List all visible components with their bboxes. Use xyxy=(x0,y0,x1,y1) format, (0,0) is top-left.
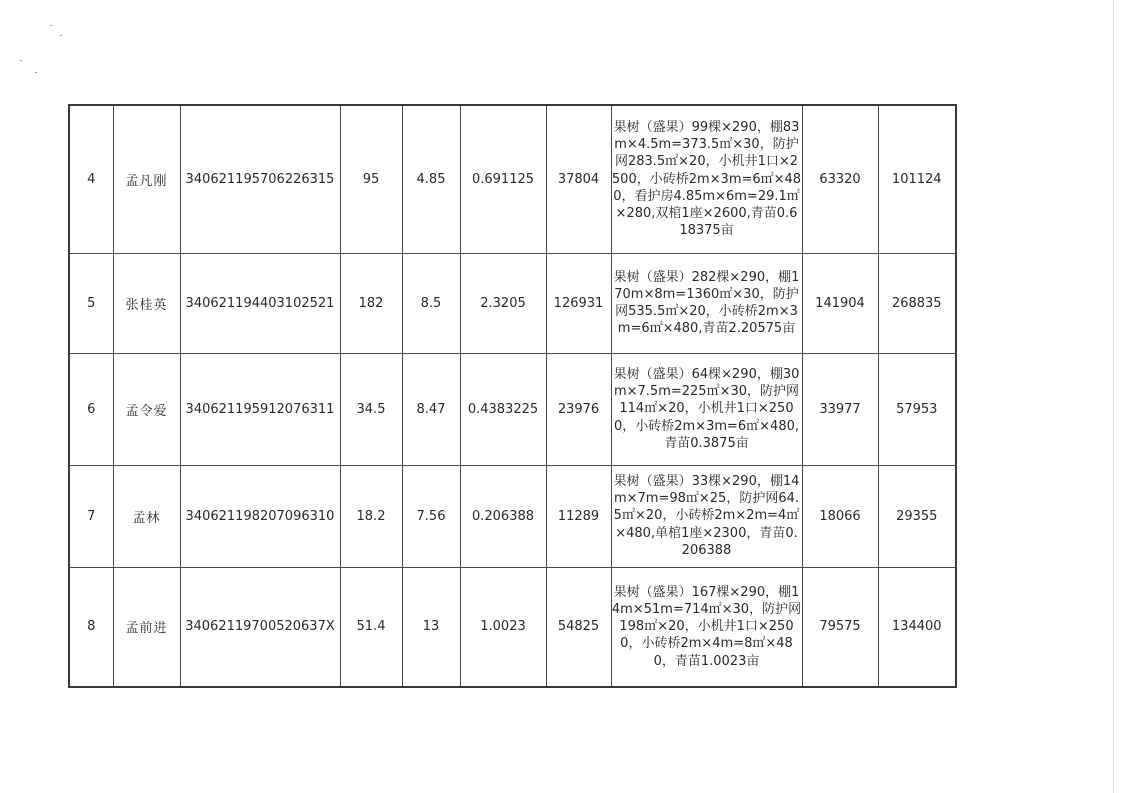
owner-name: 孟前进 xyxy=(113,567,180,687)
compensation-detail: 果树（盛果）282棵×290，棚170m×8m=1360㎡×30，防护网535.5㎡×20，小砖桥2m×3m=6㎡×480,青苗2.20575亩 xyxy=(611,253,802,353)
value-col7: 54825 xyxy=(546,567,611,687)
value-total: 134400 xyxy=(878,567,956,687)
compensation-detail: 果树（盛果）33棵×290，棚14m×7m=98㎡×25，防护网64.5㎡×20，小砖桥2m×2m=4㎡×480,单棺1座×2300，青苗0.206388 xyxy=(611,465,802,567)
compensation-detail: 果树（盛果）167棵×290，棚14m×51m=714㎡×30，防护网198㎡×20，小机井1口×2500，小砖桥2m×4m=8㎡×480，青苗1.0023亩 xyxy=(611,567,802,687)
compensation-table xyxy=(68,104,957,688)
value-col7: 126931 xyxy=(546,253,611,353)
value-col6: 1.0023 xyxy=(460,567,546,687)
value-col9: 141904 xyxy=(802,253,878,353)
scan-speck xyxy=(20,60,22,61)
value-col6: 0.206388 xyxy=(460,465,546,567)
value-col7: 23976 xyxy=(546,353,611,465)
scan-speck xyxy=(60,35,62,36)
table-row xyxy=(69,253,956,353)
id-number: 340621195706226315 xyxy=(180,105,340,253)
id-number: 340621198207096310 xyxy=(180,465,340,567)
value-col5: 8.5 xyxy=(402,253,460,353)
value-col4: 95 xyxy=(340,105,402,253)
value-col5: 13 xyxy=(402,567,460,687)
row-number: 5 xyxy=(69,253,113,353)
value-col5: 7.56 xyxy=(402,465,460,567)
value-col4: 182 xyxy=(340,253,402,353)
value-col4: 34.5 xyxy=(340,353,402,465)
value-col7: 37804 xyxy=(546,105,611,253)
row-number: 7 xyxy=(69,465,113,567)
table-row xyxy=(69,353,956,465)
value-col9: 18066 xyxy=(802,465,878,567)
table-row xyxy=(69,567,956,687)
value-col7: 11289 xyxy=(546,465,611,567)
owner-name: 孟林 xyxy=(113,465,180,567)
value-col6: 0.4383225 xyxy=(460,353,546,465)
row-number: 6 xyxy=(69,353,113,465)
row-number: 4 xyxy=(69,105,113,253)
id-number: 34062119700520637X xyxy=(180,567,340,687)
owner-name: 孟令爱 xyxy=(113,353,180,465)
value-col4: 51.4 xyxy=(340,567,402,687)
value-col9: 63320 xyxy=(802,105,878,253)
value-total: 57953 xyxy=(878,353,956,465)
scan-speck xyxy=(50,25,52,26)
value-col4: 18.2 xyxy=(340,465,402,567)
id-number: 340621195912076311 xyxy=(180,353,340,465)
table-row xyxy=(69,105,956,253)
scan-edge xyxy=(1113,0,1114,793)
owner-name: 孟凡刚 xyxy=(113,105,180,253)
value-col6: 0.691125 xyxy=(460,105,546,253)
table-row xyxy=(69,465,956,567)
row-number: 8 xyxy=(69,567,113,687)
value-total: 268835 xyxy=(878,253,956,353)
id-number: 340621194403102521 xyxy=(180,253,340,353)
compensation-detail: 果树（盛果）99棵×290，棚83m×4.5m=373.5㎡×30，防护网283.5㎡×20，小机井1口×2500，小砖桥2m×3m=6㎡×480，看护房4.85m×6m=29.1㎡×280,双棺1座×2600,青苗0.618375亩 xyxy=(611,105,802,253)
scan-speck xyxy=(35,72,37,73)
value-col9: 79575 xyxy=(802,567,878,687)
value-col6: 2.3205 xyxy=(460,253,546,353)
value-col5: 4.85 xyxy=(402,105,460,253)
value-total: 29355 xyxy=(878,465,956,567)
compensation-detail: 果树（盛果）64棵×290，棚30m×7.5m=225㎡×30，防护网114㎡×20，小机井1口×2500，小砖桥2m×3m=6㎡×480,青苗0.3875亩 xyxy=(611,353,802,465)
owner-name: 张桂英 xyxy=(113,253,180,353)
value-total: 101124 xyxy=(878,105,956,253)
value-col5: 8.47 xyxy=(402,353,460,465)
value-col9: 33977 xyxy=(802,353,878,465)
